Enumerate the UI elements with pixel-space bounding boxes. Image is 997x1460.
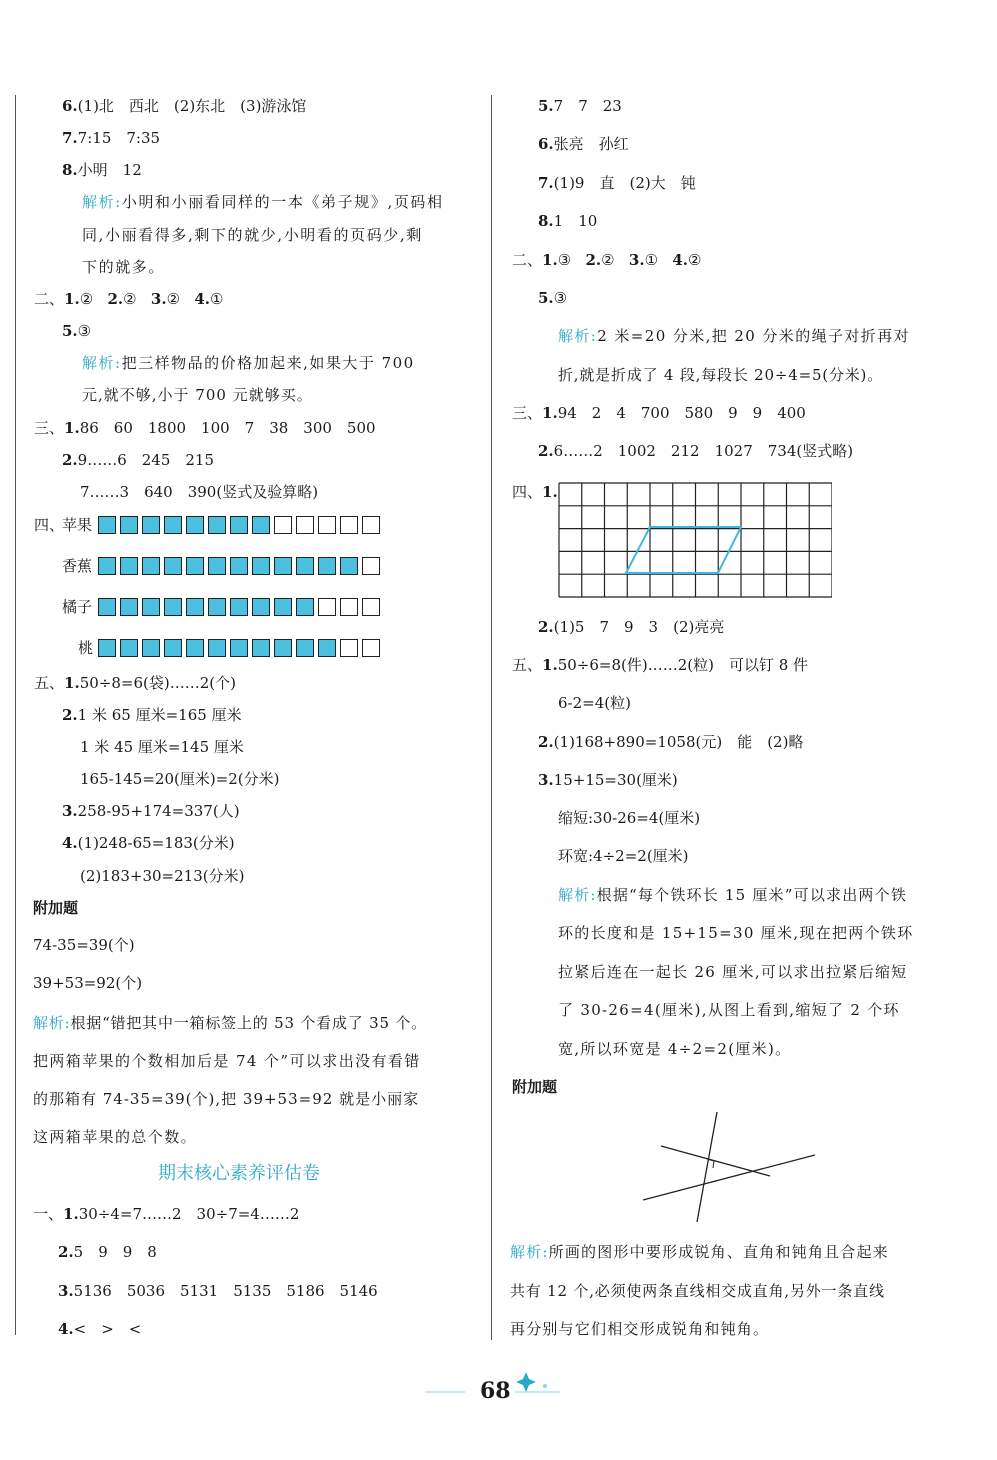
grid-cell xyxy=(318,516,336,534)
grid-cell xyxy=(362,598,380,616)
grid-cell xyxy=(142,516,160,534)
section-title: 期末核心素养评估卷 xyxy=(158,1163,320,1184)
grid-cell xyxy=(362,557,380,575)
r-analysis-1-line2: 折,就是折成了 4 段,每段长 20÷4=5(分米)。 xyxy=(558,366,883,384)
r-section-4-q2: 2.(1)5 7 9 3 (2)亮亮 xyxy=(538,618,725,636)
analysis-1-line2: 同,小丽看得多,剩下的就少,小明看的页码少,剩 xyxy=(82,226,423,244)
grid-cell xyxy=(208,557,226,575)
grid-cell xyxy=(142,598,160,616)
grid-cell xyxy=(142,639,160,657)
analysis-2: 解析:把三样物品的价格加起来,如果大于 700 xyxy=(82,354,415,372)
r-answer-8: 8.1 10 xyxy=(538,212,598,230)
section-5-q3: 3.258-95+174=337(人) xyxy=(62,802,240,820)
fruit-grid-apple xyxy=(98,516,380,534)
grid-cell xyxy=(318,598,336,616)
analysis-3-line4: 这两箱苹果的总个数。 xyxy=(33,1128,198,1146)
section-5-q2: 2.1 米 65 厘米=165 厘米 xyxy=(62,706,242,724)
grid-cell xyxy=(340,598,358,616)
fruit-label-apple: 苹果 xyxy=(62,516,93,534)
fruit-grid-peach xyxy=(98,639,380,657)
r-answer-5: 5.7 7 23 xyxy=(538,97,622,115)
column-divider xyxy=(491,95,492,1340)
grid-cell xyxy=(230,516,248,534)
r-section-5-q1-line2: 6-2=4(粒) xyxy=(558,694,631,712)
grid-cell xyxy=(230,639,248,657)
grid-cell xyxy=(164,639,182,657)
grid-cell xyxy=(120,557,138,575)
grid-cell xyxy=(164,598,182,616)
section-5-q2-line2: 1 米 45 厘米=145 厘米 xyxy=(80,738,244,756)
grid-cell xyxy=(274,516,292,534)
r-section-5-q1: 五、1.50÷6=8(件)……2(粒) 可以钉 8 件 xyxy=(512,656,809,674)
grid-cell xyxy=(186,557,204,575)
grid-cell xyxy=(318,557,336,575)
grid-cell xyxy=(252,598,270,616)
final-q3: 3.5136 5036 5131 5135 5186 5146 xyxy=(58,1282,378,1300)
r-analysis-2-line4: 了 30-26=4(厘米),从图上看到,缩短了 2 个环 xyxy=(558,1001,900,1019)
grid-cell xyxy=(98,639,116,657)
grid-cell xyxy=(208,598,226,616)
grid-cell xyxy=(230,598,248,616)
r-section-2-answers: 二、1.③ 2.② 3.① 4.② xyxy=(512,251,702,269)
grid-cell xyxy=(98,516,116,534)
section-2-answers: 二、1.② 2.② 3.② 4.① xyxy=(34,290,224,308)
page-number: 68 xyxy=(480,1378,511,1404)
grid-cell xyxy=(142,557,160,575)
r-section-5-q2: 2.(1)168+890=1058(元) 能 (2)略 xyxy=(538,733,804,751)
r-analysis-2-line2: 环的长度和是 15+15=30 厘米,现在把两个铁环 xyxy=(558,924,914,942)
grid-cell xyxy=(340,639,358,657)
r-section-3-q1: 三、1.94 2 4 700 580 9 9 400 xyxy=(512,404,806,422)
grid-cell xyxy=(98,598,116,616)
grid-cell xyxy=(120,639,138,657)
r-section-2-q5: 5.③ xyxy=(538,289,568,307)
left-margin-rule xyxy=(15,95,16,1335)
grid-cell xyxy=(340,557,358,575)
grid-cell xyxy=(252,639,270,657)
analysis-1: 解析:小明和小丽看同样的一本《弟子规》,页码相 xyxy=(82,193,444,211)
grid-cell xyxy=(296,598,314,616)
grid-cell xyxy=(98,557,116,575)
parallelogram-shape xyxy=(626,527,741,573)
grid-cell xyxy=(274,598,292,616)
section-2-q5: 5.③ xyxy=(62,322,92,340)
grid-cell xyxy=(120,516,138,534)
grid-cell xyxy=(252,516,270,534)
grid-cell xyxy=(318,639,336,657)
grid-cell xyxy=(186,516,204,534)
r-section-5-q3: 3.15+15=30(厘米) xyxy=(538,771,678,789)
grid-cell xyxy=(208,639,226,657)
grid-cell xyxy=(296,516,314,534)
fruit-grid-banana xyxy=(98,557,380,575)
r-analysis-2: 解析:根据“每个铁环长 15 厘米”可以求出两个铁 xyxy=(558,886,908,904)
fruit-label-banana: 香蕉 xyxy=(62,557,93,575)
r-answer-6: 6.张亮 孙红 xyxy=(538,135,629,153)
extra-title: 附加题 xyxy=(33,899,79,917)
r-analysis-2-line3: 拉紧后连在一起长 26 厘米,可以求出拉紧后缩短 xyxy=(558,963,908,981)
grid-cell xyxy=(362,639,380,657)
fruit-grid-orange xyxy=(98,598,380,616)
r-section-5-q3-line2: 缩短:30-26=4(厘米) xyxy=(558,809,701,827)
r-answer-7: 7.(1)9 直 (2)大 钝 xyxy=(538,174,696,192)
r-analysis-2-line5: 宽,所以环宽是 4÷2=2(厘米)。 xyxy=(558,1040,792,1058)
analysis-3-line3: 的那箱有 74-35=39(个),把 39+53=92 就是小丽家 xyxy=(33,1090,420,1108)
section-3-q2-line2: 7……3 640 390(竖式及验算略) xyxy=(80,483,319,501)
section-5-q4-line2: (2)183+30=213(分米) xyxy=(80,867,245,885)
section-3-q2: 2.9……6 245 215 xyxy=(62,451,215,469)
answer-8: 8.小明 12 xyxy=(62,161,142,179)
grid-cell xyxy=(252,557,270,575)
final-q2: 2.5 9 9 8 xyxy=(58,1243,157,1261)
extra-line2: 39+53=92(个) xyxy=(33,974,143,992)
fruit-label-peach: 桃 xyxy=(78,639,94,657)
section-5-q4: 4.(1)248-65=183(分米) xyxy=(62,834,235,852)
grid-cell xyxy=(296,639,314,657)
analysis-2-line2: 元,就不够,小于 700 元就够买。 xyxy=(82,386,313,404)
grid-cell xyxy=(274,557,292,575)
grid-cell xyxy=(164,516,182,534)
answer-7: 7.7:15 7:35 xyxy=(62,129,161,147)
r-section-3-q2: 2.6……2 1002 212 1027 734(竖式略) xyxy=(538,442,854,460)
grid-cell xyxy=(208,516,226,534)
grid-cell xyxy=(186,639,204,657)
grid-cell xyxy=(362,516,380,534)
section-3-q1: 三、1.86 60 1800 100 7 38 300 500 xyxy=(34,419,376,437)
grid-cell xyxy=(164,557,182,575)
grid-cell xyxy=(296,557,314,575)
analysis-3: 解析:根据“错把其中一箱标签上的 53 个看成了 35 个。 xyxy=(33,1014,427,1032)
parallelogram-grid xyxy=(558,482,832,598)
grid-cell xyxy=(120,598,138,616)
r-analysis-3-line2: 共有 12 个,必须使两条直线相交成直角,另外一条直线 xyxy=(510,1282,885,1300)
grid-cell xyxy=(186,598,204,616)
section-5-q2-line3: 165-145=20(厘米)=2(分米) xyxy=(80,770,280,788)
final-q4: 4.< > < xyxy=(58,1320,142,1338)
answer-6: 6.(1)北 西北 (2)东北 (3)游泳馆 xyxy=(62,97,307,115)
r-analysis-3: 解析:所画的图形中要形成锐角、直角和钝角且合起来 xyxy=(510,1243,889,1261)
fruit-label-orange: 橘子 xyxy=(62,598,93,616)
final-q1: 一、1.30÷4=7……2 30÷7=4……2 xyxy=(33,1205,300,1223)
intersecting-lines-figure xyxy=(635,1112,820,1224)
r-section-5-q3-line3: 环宽:4÷2=2(厘米) xyxy=(558,847,689,865)
grid-cell xyxy=(274,639,292,657)
r-extra-title: 附加题 xyxy=(512,1078,558,1096)
grid-cell xyxy=(230,557,248,575)
r-section-4-q1: 四、1. xyxy=(512,483,558,501)
extra-line1: 74-35=39(个) xyxy=(33,936,135,954)
section-5-q1: 五、1.50÷8=6(袋)……2(个) xyxy=(34,674,236,692)
analysis-3-line2: 把两箱苹果的个数相加后是 74 个”可以求出没有看错 xyxy=(33,1052,421,1070)
analysis-1-line3: 下的就多。 xyxy=(82,258,166,276)
grid-cell xyxy=(340,516,358,534)
section-4-prefix: 四、 xyxy=(34,516,65,534)
r-analysis-1: 解析:2 米=20 分米,把 20 分米的绳子对折再对 xyxy=(558,327,910,345)
r-analysis-3-line3: 再分别与它们相交形成锐角和钝角。 xyxy=(510,1320,770,1338)
